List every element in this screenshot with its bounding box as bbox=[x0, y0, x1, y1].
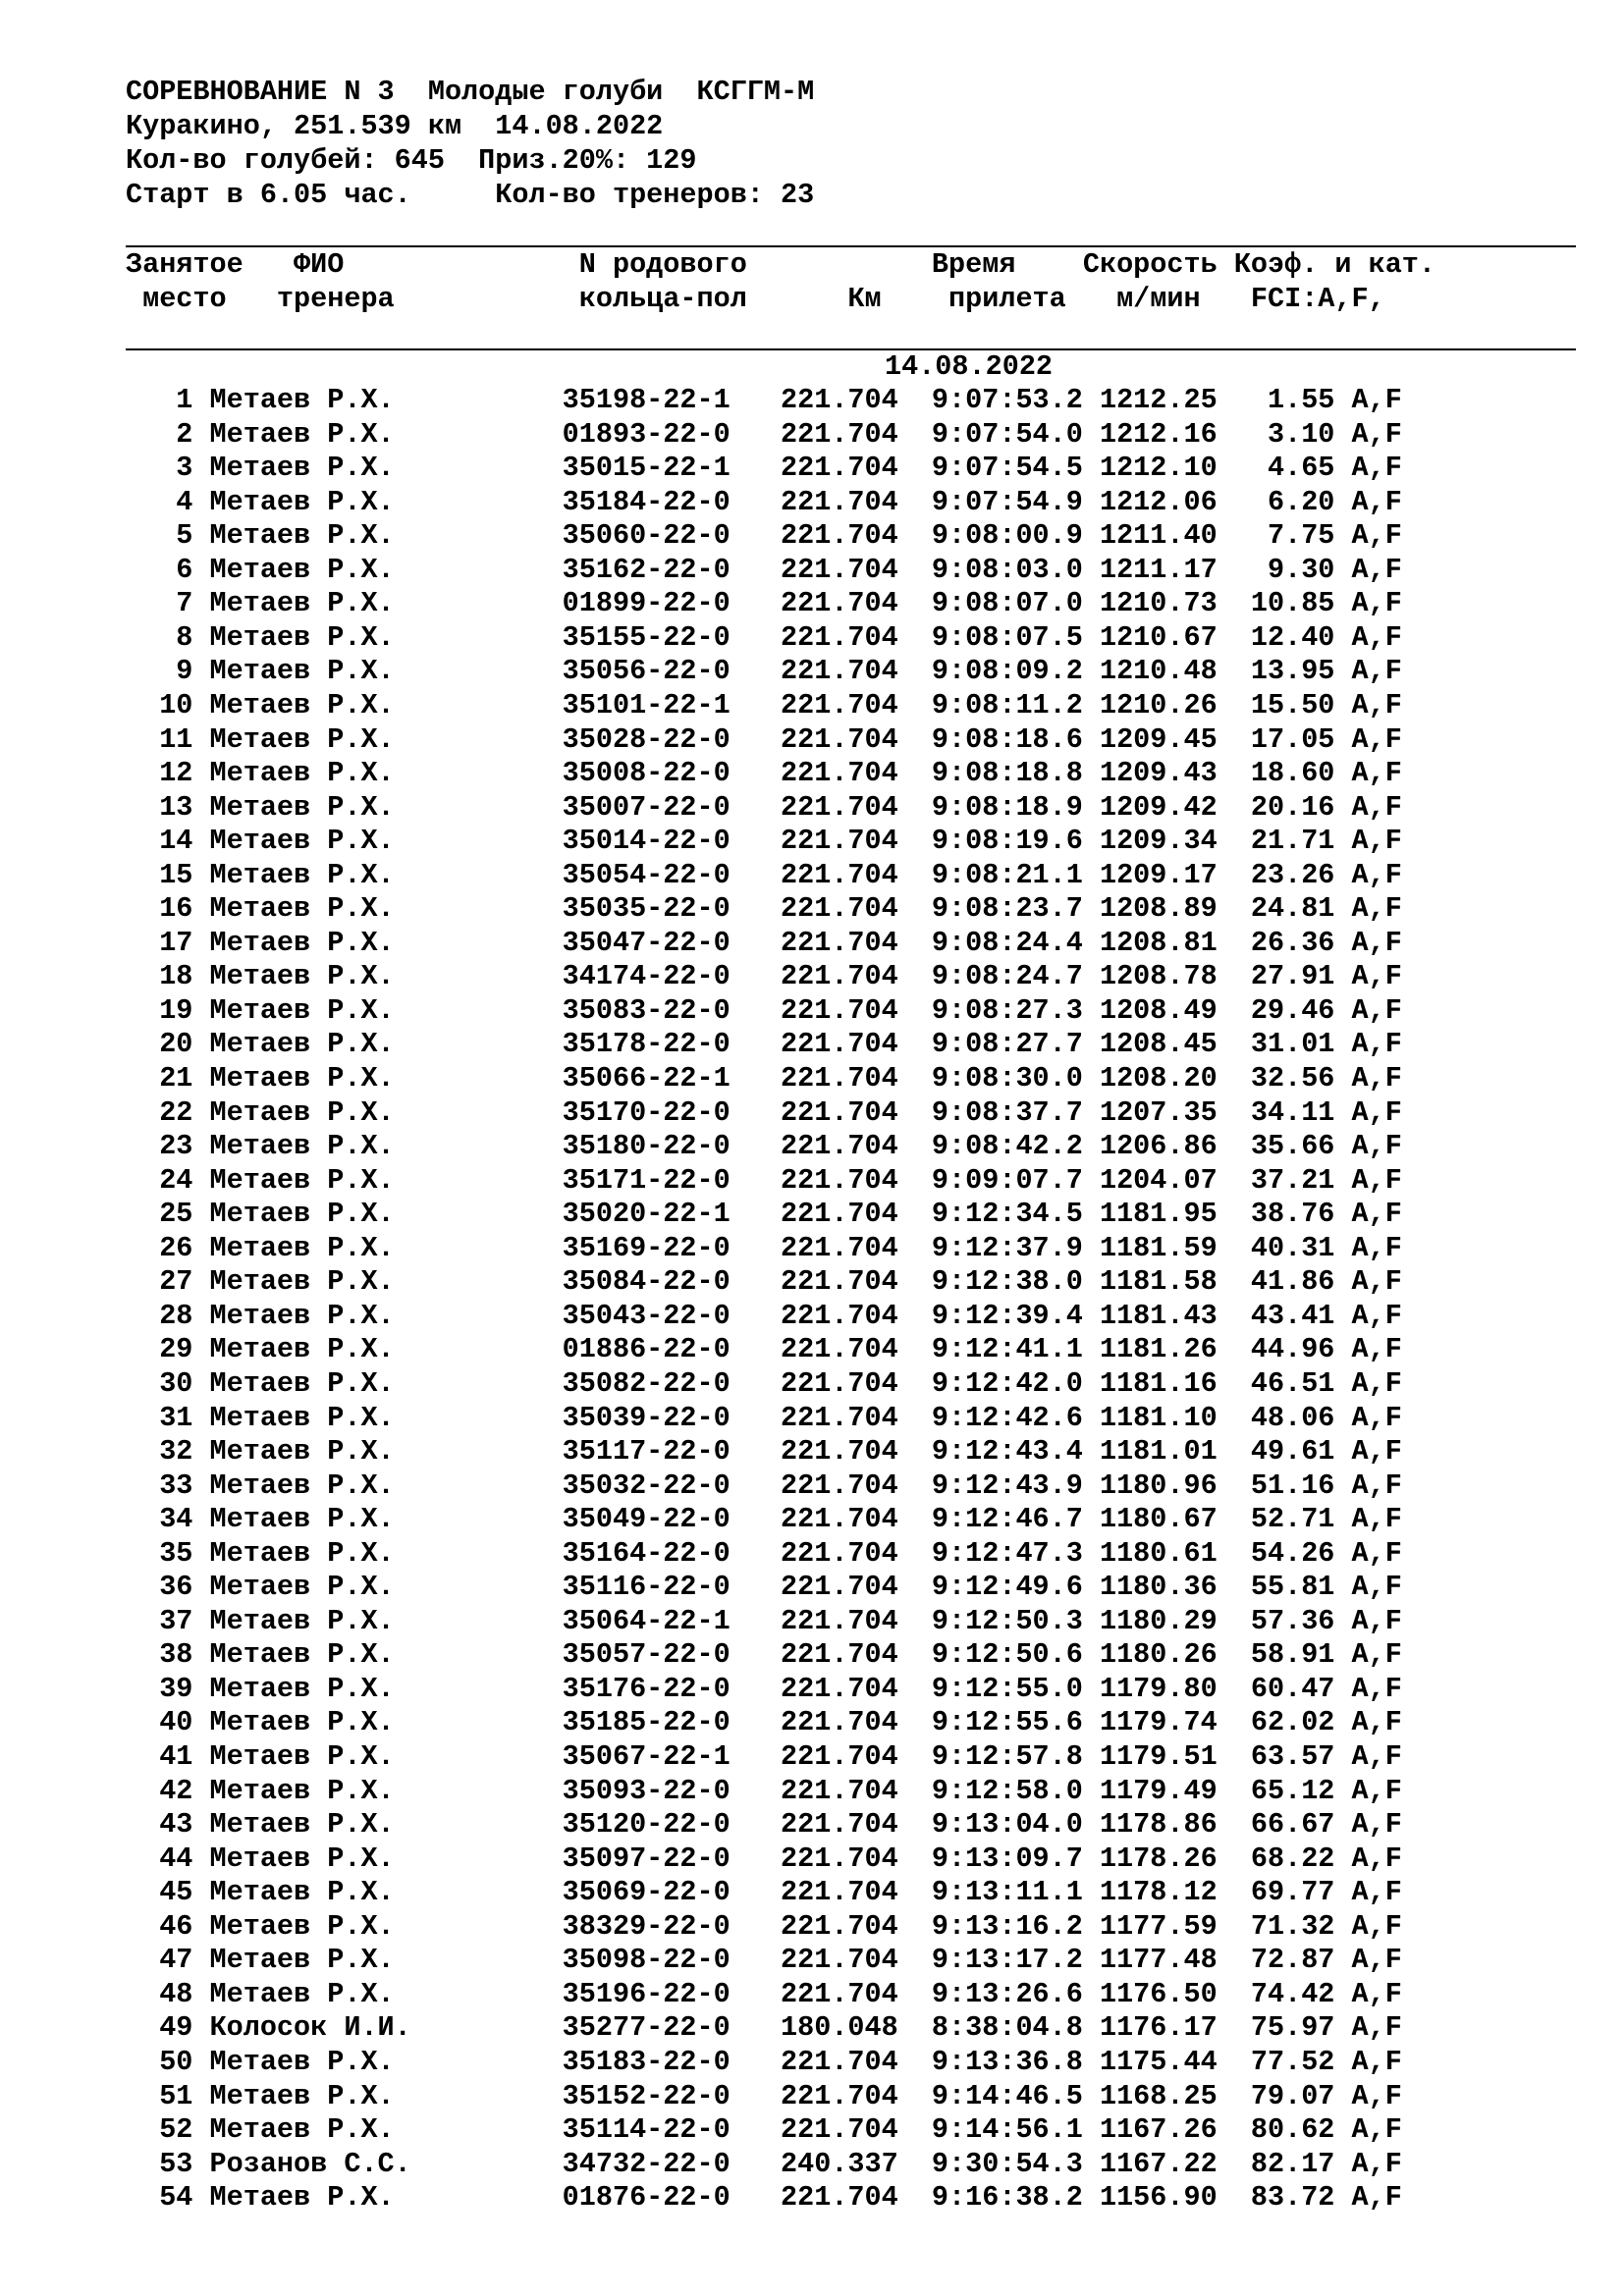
table-row: 46 Метаев Р.Х. 38329-22-0 221.704 9:13:16.2 1177.59 71.32 A,F bbox=[126, 1909, 1402, 1943]
table-row: 23 Метаев Р.Х. 35180-22-0 221.704 9:08:42.2 1206.86 35.66 A,F bbox=[126, 1130, 1402, 1163]
table-row: 43 Метаев Р.Х. 35120-22-0 221.704 9:13:04.0 1178.86 66.67 A,F bbox=[126, 1808, 1402, 1842]
table-row: 44 Метаев Р.Х. 35097-22-0 221.704 9:13:09.7 1178.26 68.22 A,F bbox=[126, 1842, 1402, 1875]
table-row: 32 Метаев Р.Х. 35117-22-0 221.704 9:12:43.4 1181.01 49.61 A,F bbox=[126, 1435, 1402, 1468]
table-row: 28 Метаев Р.Х. 35043-22-0 221.704 9:12:39.4 1181.43 43.41 A,F bbox=[126, 1299, 1402, 1332]
table-row: 47 Метаев Р.Х. 35098-22-0 221.704 9:13:17.2 1177.48 72.87 A,F bbox=[126, 1944, 1402, 1977]
table-row: 26 Метаев Р.Х. 35169-22-0 221.704 9:12:37.9 1181.59 40.31 A,F bbox=[126, 1231, 1402, 1264]
table-row: 4 Метаев Р.Х. 35184-22-0 221.704 9:07:54.9 1212.06 6.20 A,F bbox=[126, 485, 1402, 518]
table-row: 33 Метаев Р.Х. 35032-22-0 221.704 9:12:43.9 1180.96 51.16 A,F bbox=[126, 1468, 1402, 1502]
table-row: 54 Метаев Р.Х. 01876-22-0 221.704 9:16:38.2 1156.90 83.72 A,F bbox=[126, 2181, 1402, 2215]
table-row: 1 Метаев Р.Х. 35198-22-1 221.704 9:07:53.2 1212.25 1.55 A,F bbox=[126, 384, 1402, 416]
table-row: 48 Метаев Р.Х. 35196-22-0 221.704 9:13:26.6 1176.50 74.42 A,F bbox=[126, 1977, 1402, 2010]
table-row: 12 Метаев Р.Х. 35008-22-0 221.704 9:08:18.8 1209.43 18.60 A,F bbox=[126, 757, 1402, 790]
table-row: 41 Метаев Р.Х. 35067-22-1 221.704 9:12:57.8 1179.51 63.57 A,F bbox=[126, 1740, 1402, 1773]
table-row: 38 Метаев Р.Х. 35057-22-0 221.704 9:12:50.6 1180.26 58.91 A,F bbox=[126, 1638, 1402, 1672]
table-row: 6 Метаев Р.Х. 35162-22-0 221.704 9:08:03.0 1211.17 9.30 A,F bbox=[126, 553, 1402, 586]
table-row: 34 Метаев Р.Х. 35049-22-0 221.704 9:12:46.7 1180.67 52.71 A,F bbox=[126, 1503, 1402, 1536]
table-row: 24 Метаев Р.Х. 35171-22-0 221.704 9:09:07.7 1204.07 37.21 A,F bbox=[126, 1163, 1402, 1197]
table-row: 45 Метаев Р.Х. 35069-22-0 221.704 9:13:11.1 1178.12 69.77 A,F bbox=[126, 1876, 1402, 1909]
table-row: 49 Колосок И.И. 35277-22-0 180.048 8:38:04.8 1176.17 75.97 A,F bbox=[126, 2011, 1402, 2045]
table-row: 15 Метаев Р.Х. 35054-22-0 221.704 9:08:21.1 1209.17 23.26 A,F bbox=[126, 858, 1402, 891]
table-row: 42 Метаев Р.Х. 35093-22-0 221.704 9:12:58.0 1179.49 65.12 A,F bbox=[126, 1774, 1402, 1807]
header-counts: Кол-во голубей: 645 Приз.20%: 129 bbox=[126, 144, 697, 177]
table-row: 22 Метаев Р.Х. 35170-22-0 221.704 9:08:37.7 1207.35 34.11 A,F bbox=[126, 1095, 1402, 1129]
table-row: 50 Метаев Р.Х. 35183-22-0 221.704 9:13:36.8 1175.44 77.52 A,F bbox=[126, 2045, 1402, 2078]
table-row: 9 Метаев Р.Х. 35056-22-0 221.704 9:08:09.2 1210.48 13.95 A,F bbox=[126, 655, 1402, 688]
date-row: 14.08.2022 bbox=[885, 350, 1054, 383]
table-row: 29 Метаев Р.Х. 01886-22-0 221.704 9:12:41.1 1181.26 44.96 A,F bbox=[126, 1333, 1402, 1366]
table-row: 31 Метаев Р.Х. 35039-22-0 221.704 9:12:42.6 1181.10 48.06 A,F bbox=[126, 1401, 1402, 1434]
table-row: 53 Розанов С.С. 34732-22-0 240.337 9:30:54.3 1167.22 82.17 A,F bbox=[126, 2147, 1402, 2180]
table-row: 10 Метаев Р.Х. 35101-22-1 221.704 9:08:11.2 1210.26 15.50 A,F bbox=[126, 688, 1402, 721]
table-row: 18 Метаев Р.Х. 34174-22-0 221.704 9:08:24.7 1208.78 27.91 A,F bbox=[126, 960, 1402, 993]
table-row: 14 Метаев Р.Х. 35014-22-0 221.704 9:08:19.6 1209.34 21.71 A,F bbox=[126, 825, 1402, 858]
header-location: Куракино, 251.539 км 14.08.2022 bbox=[126, 110, 664, 142]
table-row: 25 Метаев Р.Х. 35020-22-1 221.704 9:12:34.5 1181.95 38.76 A,F bbox=[126, 1198, 1402, 1231]
table-row: 40 Метаев Р.Х. 35185-22-0 221.704 9:12:55.6 1179.74 62.02 A,F bbox=[126, 1706, 1402, 1739]
table-row: 51 Метаев Р.Х. 35152-22-0 221.704 9:14:46.5 1168.25 79.07 A,F bbox=[126, 2079, 1402, 2112]
table-row: 21 Метаев Р.Х. 35066-22-1 221.704 9:08:30.0 1208.20 32.56 A,F bbox=[126, 1062, 1402, 1095]
table-row: 8 Метаев Р.Х. 35155-22-0 221.704 9:08:07.5 1210.67 12.40 A,F bbox=[126, 620, 1402, 654]
table-row: 52 Метаев Р.Х. 35114-22-0 221.704 9:14:56.1 1167.26 80.62 A,F bbox=[126, 2113, 1402, 2147]
table-row: 5 Метаев Р.Х. 35060-22-0 221.704 9:08:00.9 1211.40 7.75 A,F bbox=[126, 519, 1402, 553]
table-row: 11 Метаев Р.Х. 35028-22-0 221.704 9:08:18.6 1209.45 17.05 A,F bbox=[126, 722, 1402, 756]
header-competition: СОРЕВНОВАНИЕ N 3 Молодые голуби КСГГМ-М bbox=[126, 76, 815, 108]
table-row: 30 Метаев Р.Х. 35082-22-0 221.704 9:12:42.0 1181.16 46.51 A,F bbox=[126, 1366, 1402, 1400]
divider-bottom bbox=[126, 348, 1576, 350]
table-row: 13 Метаев Р.Х. 35007-22-0 221.704 9:08:18.9 1209.42 20.16 A,F bbox=[126, 790, 1402, 824]
table-row: 2 Метаев Р.Х. 01893-22-0 221.704 9:07:54.0 1212.16 3.10 A,F bbox=[126, 417, 1402, 451]
table-row: 27 Метаев Р.Х. 35084-22-0 221.704 9:12:38.0 1181.58 41.86 A,F bbox=[126, 1265, 1402, 1299]
table-row: 17 Метаев Р.Х. 35047-22-0 221.704 9:08:24.4 1208.81 26.36 A,F bbox=[126, 926, 1402, 959]
table-row: 3 Метаев Р.Х. 35015-22-1 221.704 9:07:54.5 1212.10 4.65 A,F bbox=[126, 452, 1402, 485]
table-row: 37 Метаев Р.Х. 35064-22-1 221.704 9:12:50.3 1180.29 57.36 A,F bbox=[126, 1604, 1402, 1637]
table-row: 20 Метаев Р.Х. 35178-22-0 221.704 9:08:27.7 1208.45 31.01 A,F bbox=[126, 1028, 1402, 1061]
column-header-line2: место тренера кольца-пол Км прилета м/мин FCI:A,F, bbox=[126, 283, 1385, 315]
table-row: 39 Метаев Р.Х. 35176-22-0 221.704 9:12:55.0 1179.80 60.47 A,F bbox=[126, 1672, 1402, 1705]
table-row: 7 Метаев Р.Х. 01899-22-0 221.704 9:08:07.0 1210.73 10.85 A,F bbox=[126, 587, 1402, 620]
table-row: 16 Метаев Р.Х. 35035-22-0 221.704 9:08:23.7 1208.89 24.81 A,F bbox=[126, 892, 1402, 926]
table-row: 19 Метаев Р.Х. 35083-22-0 221.704 9:08:27.3 1208.49 29.46 A,F bbox=[126, 993, 1402, 1027]
table-row: 35 Метаев Р.Х. 35164-22-0 221.704 9:12:47.3 1180.61 54.26 A,F bbox=[126, 1536, 1402, 1570]
column-header-line1: Занятое ФИО N родового Время Скорость Коэф. и кат. bbox=[126, 248, 1436, 281]
header-start: Старт в 6.05 час. Кол-во тренеров: 23 bbox=[126, 179, 815, 211]
table-row: 36 Метаев Р.Х. 35116-22-0 221.704 9:12:49.6 1180.36 55.81 A,F bbox=[126, 1571, 1402, 1604]
